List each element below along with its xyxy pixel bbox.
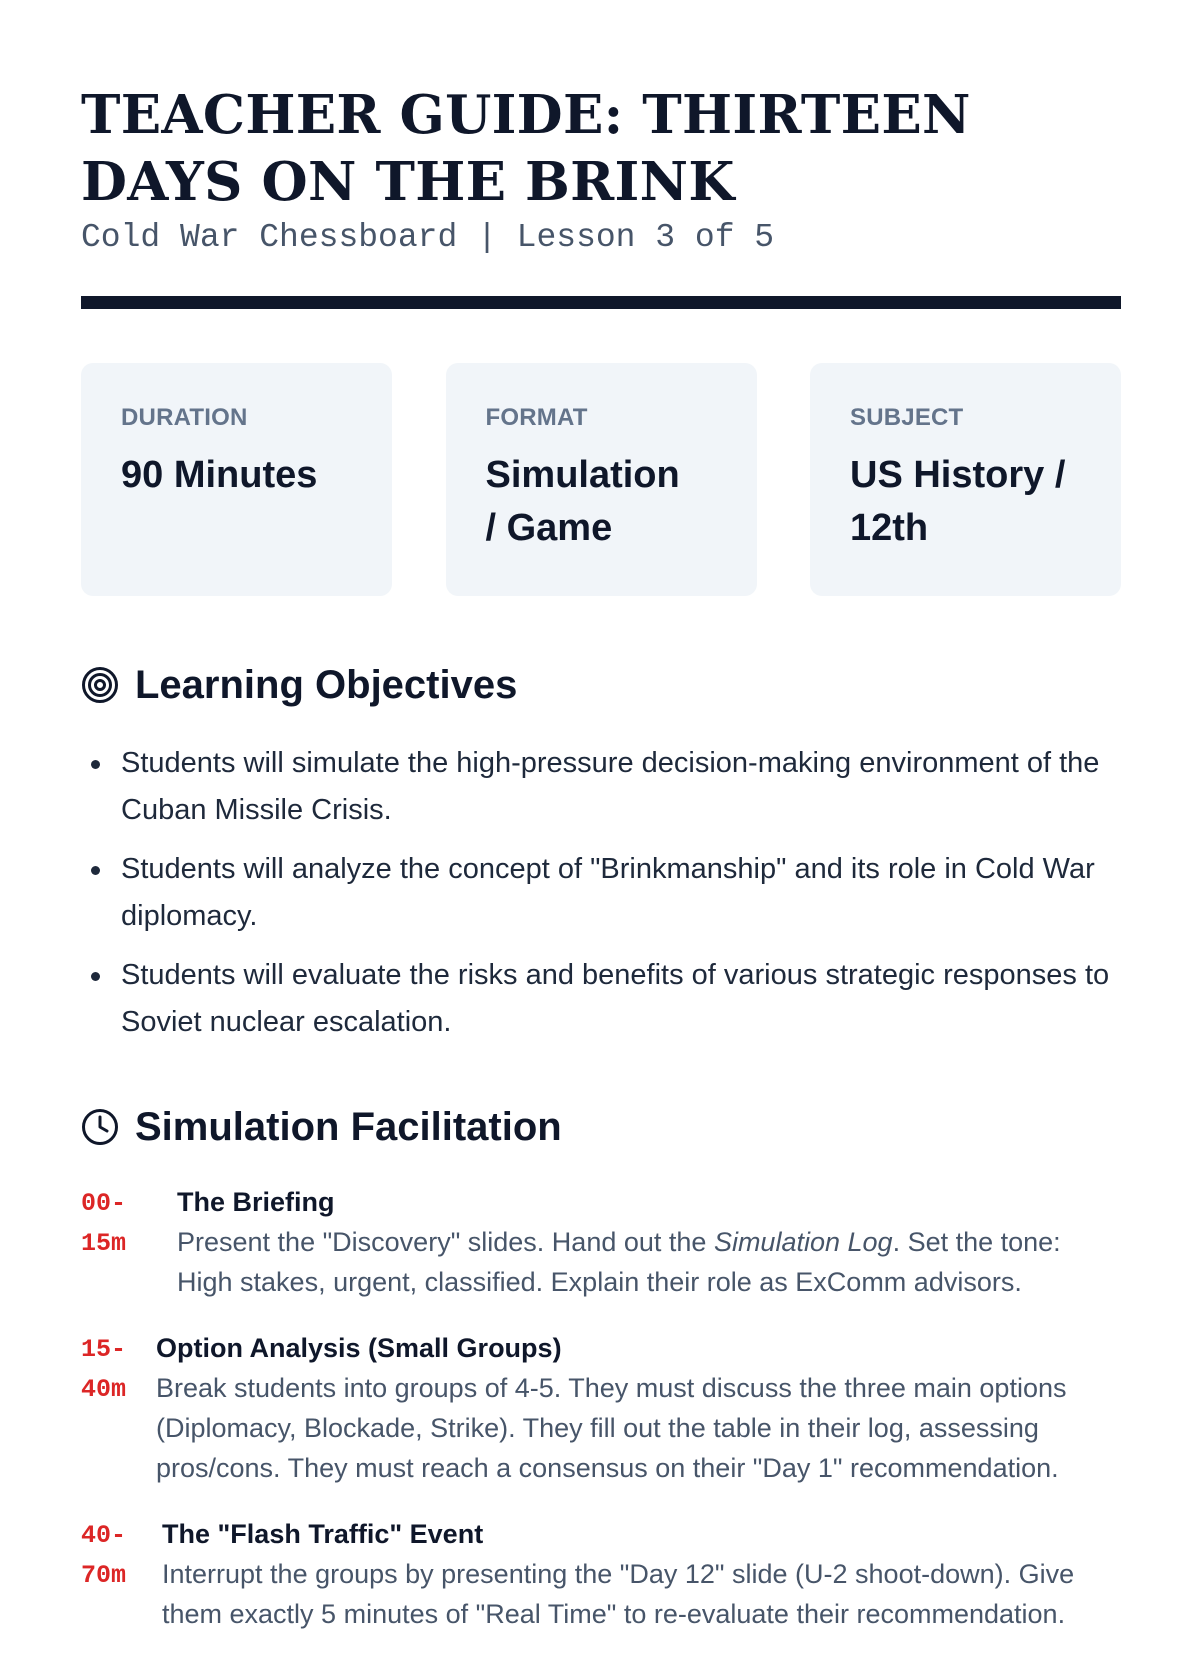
clock-icon xyxy=(81,1108,119,1146)
section-title: Simulation Facilitation xyxy=(135,1105,562,1149)
meta-card-subject xyxy=(810,363,1121,596)
step-time: 40-70m xyxy=(81,1521,127,1590)
step-title: The Briefing xyxy=(177,1187,335,1217)
timeline-step xyxy=(81,1514,1121,1634)
step-description xyxy=(177,1222,1121,1302)
objective-text: Students will simulate the high-pressure decision-making environment of the Cuban Missile Crisis. xyxy=(121,747,1100,826)
step-body xyxy=(162,1514,1121,1634)
simulation-facilitation-heading xyxy=(81,1102,1121,1152)
bullet xyxy=(91,760,100,769)
page-subtitle: Cold War Chessboard | Lesson 3 of 5 xyxy=(81,219,775,256)
step-time: 00-15m xyxy=(81,1189,127,1258)
meta-label: FORMAT xyxy=(485,404,588,431)
step-desc-text: Interrupt the groups by presenting the "Day 12" slide (U-2 shoot-down). Give them exactly 5 minutes of "Real Time" to re-evaluate their recommendation. xyxy=(162,1559,1075,1629)
step-title: Option Analysis (Small Groups) xyxy=(156,1333,562,1363)
bullet xyxy=(91,972,100,981)
objectives-list xyxy=(81,740,1121,1046)
step-description xyxy=(156,1368,1121,1488)
step-time: 15-40m xyxy=(81,1335,127,1404)
step-title: The "Flash Traffic" Event xyxy=(162,1519,484,1549)
meta-card-format xyxy=(446,363,757,596)
step-desc-text: . Set the tone: High stakes, urgent, classified. Explain their role as ExComm advisors. xyxy=(177,1227,1061,1297)
objective-text: Students will analyze the concept of "Brinkmanship" and its role in Cold War diplomacy. xyxy=(121,853,1095,932)
list-item xyxy=(81,740,1121,834)
header-divider xyxy=(81,296,1121,309)
meta-label: SUBJECT xyxy=(850,404,964,431)
meta-label: DURATION xyxy=(121,404,248,431)
step-body xyxy=(156,1328,1121,1488)
meta-value: US History / 12th xyxy=(850,454,1066,549)
page-title: TEACHER GUIDE: THIRTEEN DAYS ON THE BRINK xyxy=(81,84,971,213)
meta-card-duration xyxy=(81,363,392,596)
step-description xyxy=(162,1554,1121,1634)
meta-value: 90 Minutes xyxy=(121,454,318,496)
bullet xyxy=(91,866,100,875)
objective-text: Students will evaluate the risks and benefits of various strategic responses to Soviet nuclear escalation. xyxy=(121,959,1110,1038)
learning-objectives-heading xyxy=(81,660,1121,710)
meta-cards xyxy=(81,363,1121,596)
step-body xyxy=(177,1182,1121,1302)
list-item xyxy=(81,952,1121,1046)
meta-value: Simulation / Game xyxy=(485,454,680,549)
list-item xyxy=(81,846,1121,940)
facilitation-timeline xyxy=(81,1182,1121,1634)
step-desc-emphasis: Simulation Log xyxy=(713,1227,893,1257)
step-desc-text: Break students into groups of 4-5. They must discuss the three main options (Diplomacy, Blockade, Strike). They fill out the table in their log, assessing pros/cons. They must reach a consensus on their "Day 1" recommendation. xyxy=(156,1373,1067,1483)
timeline-step xyxy=(81,1182,1121,1302)
timeline-step xyxy=(81,1328,1121,1488)
teacher-guide-page xyxy=(81,0,1121,1660)
section-title: Learning Objectives xyxy=(135,663,518,707)
step-desc-text: Present the "Discovery" slides. Hand out the xyxy=(177,1227,714,1257)
target-icon xyxy=(81,666,119,704)
